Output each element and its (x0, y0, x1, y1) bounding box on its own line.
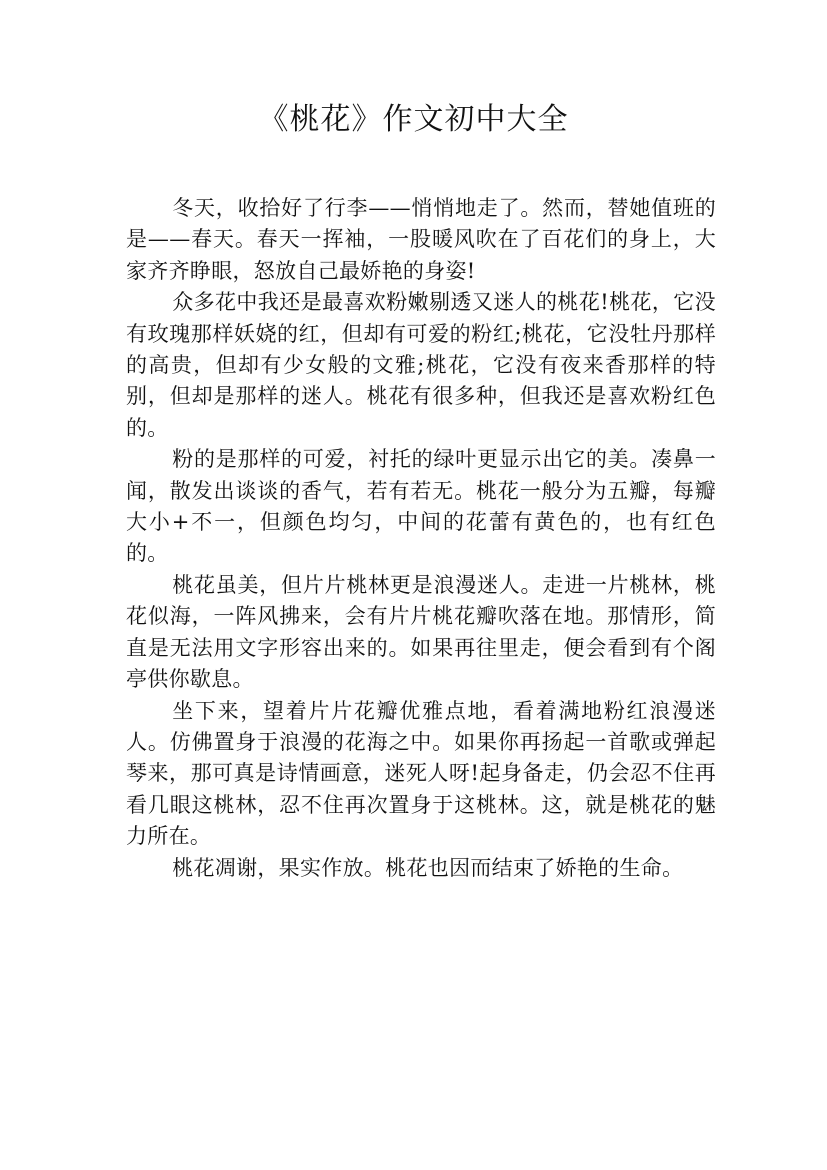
paragraph-3: 粉的是那样的可爱，衬托的绿叶更显示出它的美。凑鼻一闻，散发出谈谈的香气，若有若无。桃花一般分为五瓣，每瓣大小+不一，但颜色均匀，中间的花蕾有黄色的，也有红色的。 (126, 447, 716, 566)
article-body (126, 193, 716, 884)
paragraph-2: 众多花中我还是最喜欢粉嫩剔透又迷人的桃花!桃花，它没有玫瑰那样妖娆的红，但却有可爱的粉红;桃花，它没牡丹那样的高贵，但却有少女般的文雅;桃花，它没有夜来香那样的特别，但却是那样的迷人。桃花有很多种，但我还是喜欢粉红色的。 (126, 290, 716, 440)
page-title: 《桃花》作文初中大全 (258, 102, 569, 137)
paragraph-1: 冬天，收拾好了行李——悄悄地走了。然而，替她值班的是——春天。春天一挥袖，一股暖风吹在了百花们的身上，大家齐齐睁眼，怒放自己最娇艳的身姿! (126, 196, 716, 283)
paragraph-6: 桃花凋谢，果实作放。桃花也因而结束了娇艳的生命。 (172, 855, 684, 880)
paragraph-4: 桃花虽美，但片片桃林更是浪漫迷人。走进一片桃林，桃花似海，一阵风拂来，会有片片桃花瓣吹落在地。那情形，简直是无法用文字形容出来的。如果再往里走，便会看到有个阁亭供你歇息。 (126, 572, 716, 692)
paragraph-5: 坐下来，望着片片花瓣优雅点地，看着满地粉红浪漫迷人。仿佛置身于浪漫的花海之中。如果你再扬起一首歌或弹起琴来，那可真是诗情画意，迷死人呀!起身备走，仍会忍不住再看几眼这桃林，忍不住再次置身于这桃林。这，就是桃花的魅力所在。 (126, 698, 716, 849)
